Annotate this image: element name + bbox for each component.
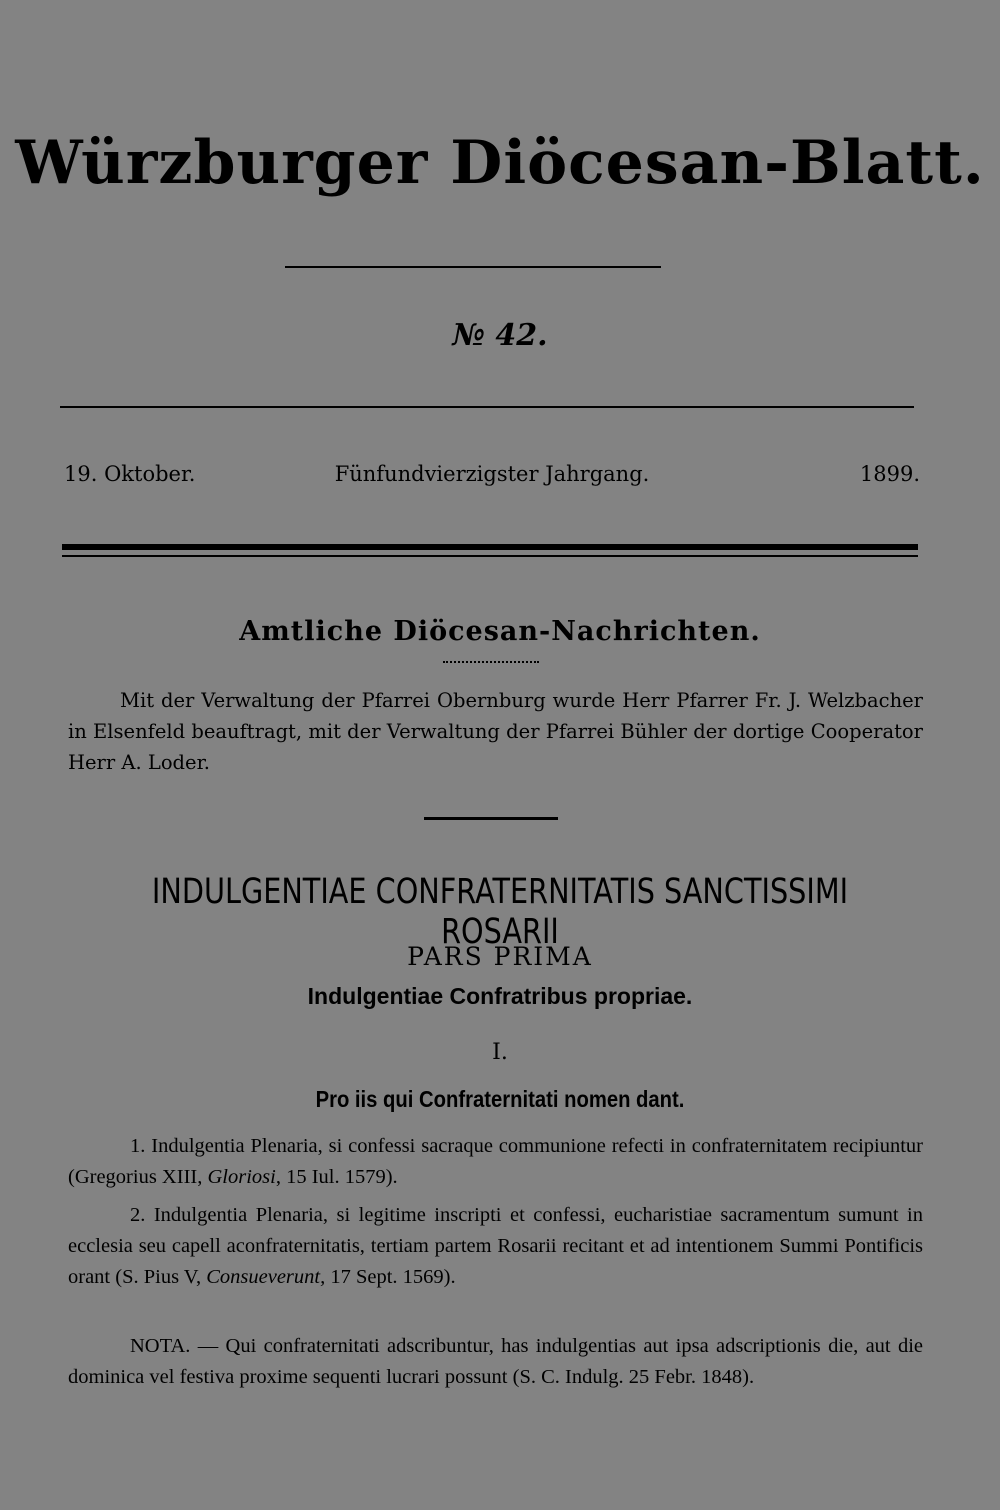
subsection-heading: Pro iis qui Confraternitati nomen dant.: [315, 1086, 685, 1112]
dateline: [64, 462, 920, 496]
rule-section-divider: [424, 817, 558, 820]
paragraph-2-italic: Consueverunt,: [206, 1266, 326, 1288]
article-title: INDULGENTIAE CONFRATERNITATIS SANCTISSIMI ROSARII: [151, 872, 849, 952]
double-rule-thick: [62, 544, 918, 550]
paragraph-2: [68, 1200, 923, 1293]
paragraph-1-tail: , 15 Iul. 1579).: [275, 1166, 398, 1188]
ornament-squiggle: [443, 661, 539, 667]
masthead-title: Würzburger Diöcesan-Blatt.: [15, 128, 985, 198]
pars-heading: PARS PRIMA: [407, 942, 593, 971]
rule-above-dateline: [60, 406, 914, 408]
official-notice: Mit der Verwaltung der Pfarrei Obernburg wurde Herr Pfarrer Fr. J. Welzbacher in Elsenfeld beauftragt, mit der Verwaltung der Pfarrei Bühler der dortige Cooperator Herr A. Loder.: [68, 689, 923, 774]
paragraph-2-text: 2. Indulgentia Plenaria, si legitime inscripti et confessi, eucharistiae sacramentum sumunt in ecclesia seu capell aconfraternitatis, tertiam partem Rosarii recitant et ad intentionem Summi Pontificis orant (S. Pius V,: [68, 1204, 923, 1288]
dateline-volume: Fünfundvierzigster Jahrgang.: [334, 462, 650, 486]
double-rule-thin: [62, 555, 918, 557]
paragraph-nota: NOTA. — Qui confraternitati adscribuntur, has indulgentias aut ipsa adscriptionis die, aut die dominica vel festiva proxime sequenti lucrari possunt (S. C. Indulg. 25 Febr. 1848).: [68, 1335, 923, 1388]
article-subtitle: Indulgentiae Confratribus propriae.: [307, 983, 693, 1009]
issue-number: № 42.: [452, 318, 548, 353]
paragraph-1: [68, 1131, 923, 1193]
rule-under-masthead: [285, 266, 661, 268]
paragraph-1-italic: Gloriosi: [207, 1166, 276, 1188]
section-numeral: I.: [492, 1040, 508, 1065]
section-heading: Amtliche Diöcesan-Nachrichten.: [239, 616, 761, 647]
paragraph-1-text: 1. Indulgentia Plenaria, si confessi sacraque communione refecti in confraternitatem recipiuntur (Gregorius XIII,: [68, 1135, 923, 1188]
paragraph-2-tail: 17 Sept. 1569).: [325, 1266, 456, 1288]
dateline-date: 19. Oktober.: [64, 462, 196, 486]
dateline-year: 1899.: [859, 462, 920, 486]
